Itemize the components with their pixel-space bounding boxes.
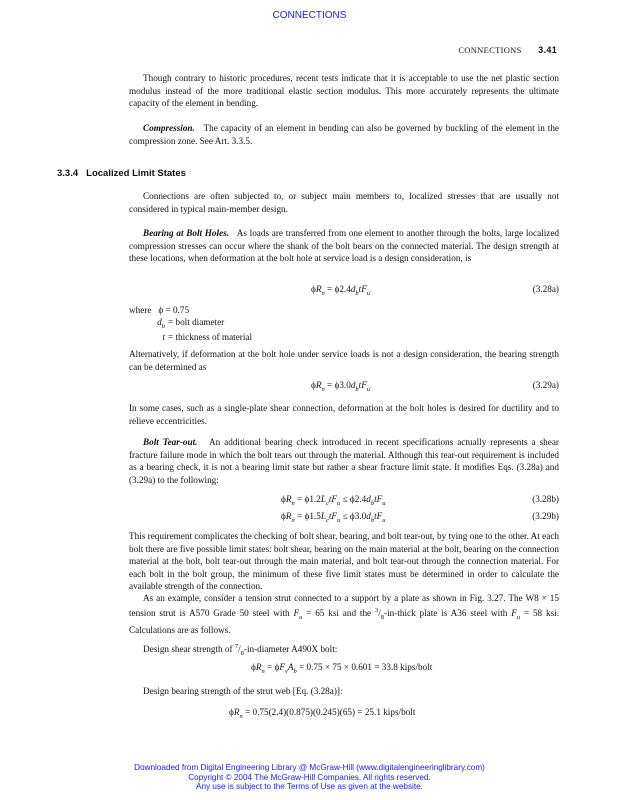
footer-download-link[interactable]: Downloaded from Digital Engineering Library @ McGraw-Hill (www.digitalengineeringlibrary.com) bbox=[134, 763, 485, 772]
equation-number: (3.28b) bbox=[532, 494, 559, 504]
phi-definition: = 0.75 bbox=[165, 305, 190, 315]
bearing-title: Bearing at Bolt Holes. bbox=[143, 228, 230, 238]
bearing-body: As loads are transferred from one element to another through the bolts, large localized compression stresses can occur where the shank of the bolt bears on the connected material. The design strength at these locations, when deformation at the bolt hole at service load is a design consideration, is bbox=[129, 228, 559, 263]
running-title: CONNECTIONS bbox=[458, 45, 522, 55]
calc-bearing-result: = 0.75(2.4)(0.875)(0.245)(65) = 25.1 kips/bolt bbox=[245, 707, 416, 717]
equation-number: (3.29a) bbox=[532, 380, 559, 390]
section-heading bbox=[57, 168, 186, 179]
where-block: where ϕ = 0.75 $d_b$ = bolt diameter t = thickness of material bbox=[129, 305, 253, 342]
where-label: where bbox=[129, 305, 152, 315]
top-banner-link[interactable]: CONNECTIONS bbox=[272, 10, 347, 21]
paragraph-some-cases: In some cases, such as a single-plate shear connection, deformation at the bolt holes is desired for ductility and to relieve eccentricities. bbox=[129, 403, 559, 426]
paragraph-compression bbox=[129, 122, 559, 147]
calc-shear-result: = 0.75 × 75 × 0.601 = 33.8 kips/bolt bbox=[299, 662, 433, 672]
t-definition: = thickness of material bbox=[168, 331, 253, 342]
equation-number: (3.28a) bbox=[532, 284, 559, 294]
paragraph-bearing-strut: Design bearing strength of the strut web [Eq. (3.28a)]: bbox=[143, 686, 343, 696]
compression-title: Compression. bbox=[143, 123, 195, 133]
footer-copyright[interactable]: Copyright © 2004 The McGraw-Hill Companies. All rights reserved. bbox=[188, 773, 431, 782]
plate-fraction-num: 3 bbox=[374, 606, 379, 614]
bolt-fraction-num: 7 bbox=[234, 643, 239, 650]
section-number: 3.3.4 bbox=[57, 168, 79, 179]
paragraph-alternatively: Alternatively, if deformation at the bolt hole under service loads is not a design consideration, the bearing strength can be determined as bbox=[129, 349, 559, 372]
running-head bbox=[458, 45, 557, 55]
example-text-c: -in-thick plate is A36 steel with bbox=[384, 607, 512, 618]
shear-text-b: -in-diameter A490X bolt: bbox=[243, 644, 338, 655]
paragraph-bearing bbox=[129, 227, 559, 265]
example-text-d: = 58 ksi. Calculations are as follows. bbox=[129, 607, 559, 635]
paragraph-intro: Connections are often subjected to, or subject main members to, localized stresses that are usually not considered in typical main-member design. bbox=[129, 191, 559, 214]
tearout-title: Bolt Tear-out. bbox=[143, 437, 198, 447]
equation-number: (3.29b) bbox=[532, 511, 559, 521]
db-definition: = bolt diameter bbox=[168, 316, 225, 327]
example-text-a: As an example, consider a tension strut connected to a support by a plate as shown in Fig. 3.27. The W8 × 15 tension strut is A570 Grade 50 steel with bbox=[129, 593, 559, 618]
page-number: 3.41 bbox=[538, 45, 557, 55]
paragraph-shear-strength: Design shear strength of $^7/_8-in$-diameter A490X bolt: bbox=[143, 643, 338, 657]
footer-terms[interactable]: Any use is subject to the Terms of Use as given at the website. bbox=[196, 782, 423, 791]
shear-text-a: Design shear strength of bbox=[143, 644, 235, 655]
bolt-fraction-den: 8 bbox=[240, 649, 244, 657]
paragraph-example: As an example, consider a tension strut connected to a support by a plate as shown in Fig. 3.27. The W8 × 15 tension strut is A570 Grade 50 steel with $F_u = 65$ ksi and the $^3/_8-in$-thick plate is A36 steel with $F_u = 58$ ksi. Calculations are as follows. bbox=[129, 593, 559, 635]
plate-fraction-den: 8 bbox=[380, 613, 385, 621]
paragraph-tearout bbox=[129, 436, 559, 486]
paragraph-complicates: This requirement complicates the checking of bolt shear, bearing, and bolt tear-out, by tying one to the other. At each bolt there are five possible limit states: bolt shear, bearing on the main material at the bolt, bearing on the connection material at the bolt, bolt tear-out through the main material, and bolt tear-out through the connection material. For each bolt in the bolt group, the minimum of these five limit states must be determined in order to calculate the available strength of the connection. bbox=[129, 531, 559, 591]
tearout-body: An additional bearing check introduced in recent specifications actually represents a shear fracture failure mode in which the bolt tears out through the material. Although this tear-out requirement is included as a bearing check, it is not a bearing limit state but rather a shear fracture limit state. It modifies Eqs. (3.28a) and (3.29a) to the following: bbox=[129, 437, 559, 485]
section-title: Localized Limit States bbox=[86, 168, 186, 179]
paragraph-net-plastic: Though contrary to historic procedures, recent tests indicate that it is acceptable to use the net plastic section modulus instead of the more traditional elastic section modulus. This more accurately represents the ultimate capacity of the element in bending. bbox=[129, 73, 559, 108]
example-text-b: = 65 ksi and the bbox=[302, 607, 375, 618]
compression-body: The capacity of an element in bending can also be governed by buckling of the element in the compression zone. See Art. 3.3.5. bbox=[129, 123, 559, 146]
